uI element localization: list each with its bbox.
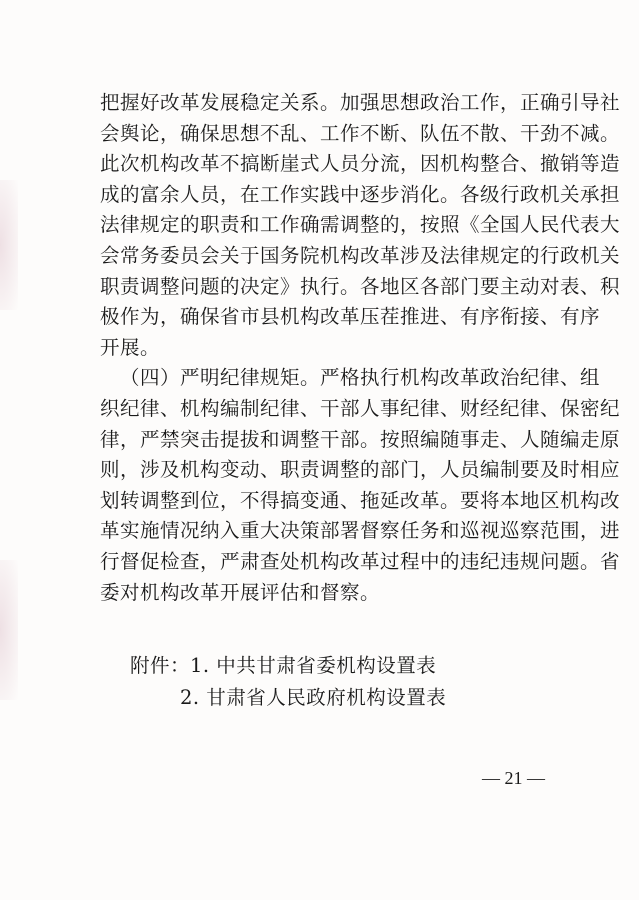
text-line: 划转调整到位，不得搞变通、拖延改革。要将本地区机构改 bbox=[100, 488, 621, 512]
text-line: 律，严禁突击提拔和调整干部。按照编随事走、人随编走原 bbox=[100, 427, 621, 451]
text-line: 此次机构改革不搞断崖式人员分流，因机构整合、撤销等造 bbox=[100, 152, 621, 176]
text-line: 极作为，确保省市县机构改革压茬推进、有序衔接、有序 bbox=[100, 305, 601, 329]
text-line: 职责调整问题的决定》执行。各地区各部门要主动对表、积 bbox=[100, 274, 621, 298]
body-text bbox=[100, 88, 621, 608]
text-line: 把握好改革发展稳定关系。加强思想政治工作，正确引导社 bbox=[100, 91, 621, 114]
attachment-item: 附件：1. 中共甘肃省委机构设置表 bbox=[130, 654, 437, 677]
text-line: 行督促检查，严肃查处机构改革过程中的违纪违规问题。省 bbox=[100, 549, 621, 573]
attachments-list bbox=[130, 650, 550, 714]
text-line: 会常务委员会关于国务院机构改革涉及法律规定的行政机关 bbox=[100, 243, 621, 267]
text-line: 则，涉及机构变动、职责调整的部门，人员编制要及时相应 bbox=[100, 458, 621, 482]
page-number: — 21 — bbox=[482, 768, 545, 788]
text-line: 委对机构改革开展评估和督察。 bbox=[100, 580, 381, 604]
text-line: 织纪律、机构编制纪律、干部人事纪律、财经纪律、保密纪 bbox=[100, 396, 621, 420]
attachment-item: 2. 甘肃省人民政府机构设置表 bbox=[180, 686, 447, 709]
text-line: 法律规定的职责和工作确需调整的，按照《全国人民代表大 bbox=[100, 213, 621, 237]
scan-edge-shadow bbox=[0, 560, 18, 700]
scan-edge-shadow bbox=[0, 180, 18, 310]
text-line: 革实施情况纳入重大决策部署督察任务和巡视巡察范围，进 bbox=[100, 519, 621, 543]
text-line: 开展。 bbox=[100, 335, 161, 359]
text-line: 成的富余人员，在工作实践中逐步消化。各级行政机关承担 bbox=[100, 182, 621, 206]
text-line: 会舆论，确保思想不乱、工作不断、队伍不散、干劲不减。 bbox=[100, 121, 621, 145]
section-heading-line: （四）严明纪律规矩。严格执行机构改革政治纪律、组 bbox=[120, 366, 601, 390]
